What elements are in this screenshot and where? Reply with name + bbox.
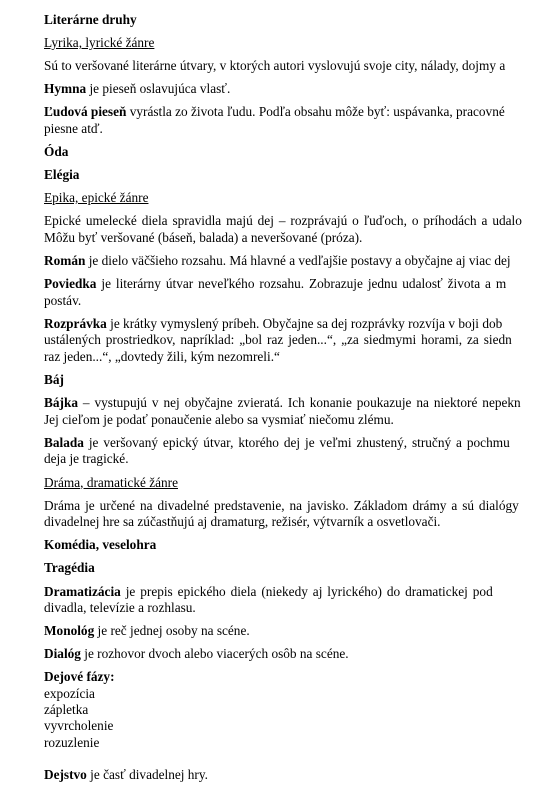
poviedka-term: Poviedka — [44, 276, 97, 292]
bajka-paragraph — [44, 395, 536, 412]
list-item: rozuzlenie — [44, 734, 100, 750]
drama-heading: Dráma, dramatické žánre — [44, 474, 178, 490]
roman-paragraph — [44, 253, 536, 270]
balada-text-1: je veršovaný epický útvar, ktorého dej je veľmi zhustený, stručný a pochmu — [83, 434, 510, 450]
balada-paragraph — [44, 435, 536, 452]
dialog-term: Dialóg — [44, 646, 81, 662]
rozpravka-text-2: ustálených prostriedkov, napríklad: „bol raz jeden...“, „za siedmymi horami, za siedn — [44, 332, 512, 348]
rozpravka-term: Rozprávka — [44, 315, 107, 331]
epika-heading: Epika, epické žánre — [44, 190, 149, 206]
balada-term: Balada — [44, 434, 84, 450]
piesen-text-1: vyrástla zo života ľudu. Podľa obsahu môže byť: uspávanka, pracovné — [126, 104, 505, 120]
fazy-list — [44, 686, 536, 751]
dejstvo-paragraph — [44, 767, 536, 784]
roman-text: je dielo väčšieho rozsahu. Má hlavné a vedľajšie postavy a obyčajne aj viac dej — [85, 253, 511, 269]
drama-intro-2: divadelnej hre sa zúčastňujú aj dramaturg, režisér, výtvarník a osvetlovači. — [44, 514, 441, 530]
elegia-heading: Elégia — [44, 167, 80, 183]
epika-intro-1: Epické umelecké diela spravidla majú dej – rozprávajú o ľuďoch, o príhodách a udalo — [44, 213, 522, 229]
piesen-text-2: piesne atď. — [44, 120, 103, 136]
hymna-text: je pieseň oslavujúca vlasť. — [86, 81, 231, 97]
dialog-text: je rozhovor dvoch alebo viacerých osôb na scéne. — [80, 646, 349, 662]
monolog-paragraph — [44, 623, 536, 640]
fazy-heading: Dejové fázy: — [44, 669, 115, 685]
poviedka-text-2: postáv. — [44, 292, 82, 308]
piesen-paragraph — [44, 104, 536, 121]
piesen-term: Ľudová pieseň — [44, 104, 127, 120]
dramatizacia-term: Dramatizácia — [44, 583, 121, 599]
roman-term: Román — [44, 253, 86, 269]
dramatizacia-text-1: je prepis epického diela (niekedy aj lyrického) do dramatickej pod — [120, 583, 493, 599]
dramatizacia-text-2: divadla, televízie a rozhlasu. — [44, 600, 196, 616]
dialog-paragraph — [44, 646, 536, 663]
dramatizacia-paragraph — [44, 584, 536, 601]
rozpravka-paragraph — [44, 316, 536, 333]
tragedia-heading: Tragédia — [44, 560, 95, 576]
monolog-term: Monológ — [44, 623, 95, 639]
drama-intro-1: Dráma je určené na divadelné predstavenie, na javisko. Základom drámy a sú dialógy — [44, 497, 519, 513]
bajka-term: Bájka — [44, 395, 78, 411]
rozpravka-text-3: raz jeden...“, „dovtedy žili, kým nezomreli.“ — [44, 349, 280, 364]
bajka-text-1: – vystupujú v nej obyčajne zvieratá. Ich konanie poukazuje na niektoré nepekn — [78, 395, 521, 411]
lyrika-intro: Sú to veršované literárne útvary, v ktorých autori vyslovujú svoje city, nálady, dojmy a — [44, 58, 506, 74]
hymna-paragraph — [44, 81, 536, 98]
document-title: Literárne druhy — [44, 12, 137, 27]
komedia-heading: Komédia, veselohra — [44, 537, 157, 553]
poviedka-paragraph — [44, 276, 536, 293]
list-item: zápletka — [44, 702, 89, 718]
dejstvo-text: je časť divadelnej hry. — [86, 766, 208, 782]
lyrika-heading: Lyrika, lyrické žánre — [44, 35, 155, 51]
balada-text-2: deja je tragické. — [44, 451, 129, 467]
poviedka-text-1: je literárny útvar neveľkého rozsahu. Zobrazuje jednu udalosť života a m — [96, 276, 507, 292]
list-item: vyvrcholenie — [44, 718, 114, 734]
document-body — [44, 12, 536, 783]
monolog-text: je reč jednej osoby na scéne. — [94, 623, 250, 639]
oda-heading: Óda — [44, 144, 69, 160]
epika-intro-2: Môžu byť veršované (báseň, balada) a neveršované (próza). — [44, 229, 363, 245]
rozpravka-text-1: je krátky vymyslený príbeh. Obyčajne sa dej rozprávky rozvíja v boji dob — [106, 315, 503, 331]
list-item: expozícia — [44, 686, 95, 701]
hymna-term: Hymna — [44, 81, 87, 97]
baj-heading: Báj — [44, 372, 64, 388]
dejstvo-term: Dejstvo — [44, 766, 87, 782]
bajka-text-2: Jej cieľom je podať ponaučenie alebo sa vysmiať niečomu zlému. — [44, 411, 394, 427]
